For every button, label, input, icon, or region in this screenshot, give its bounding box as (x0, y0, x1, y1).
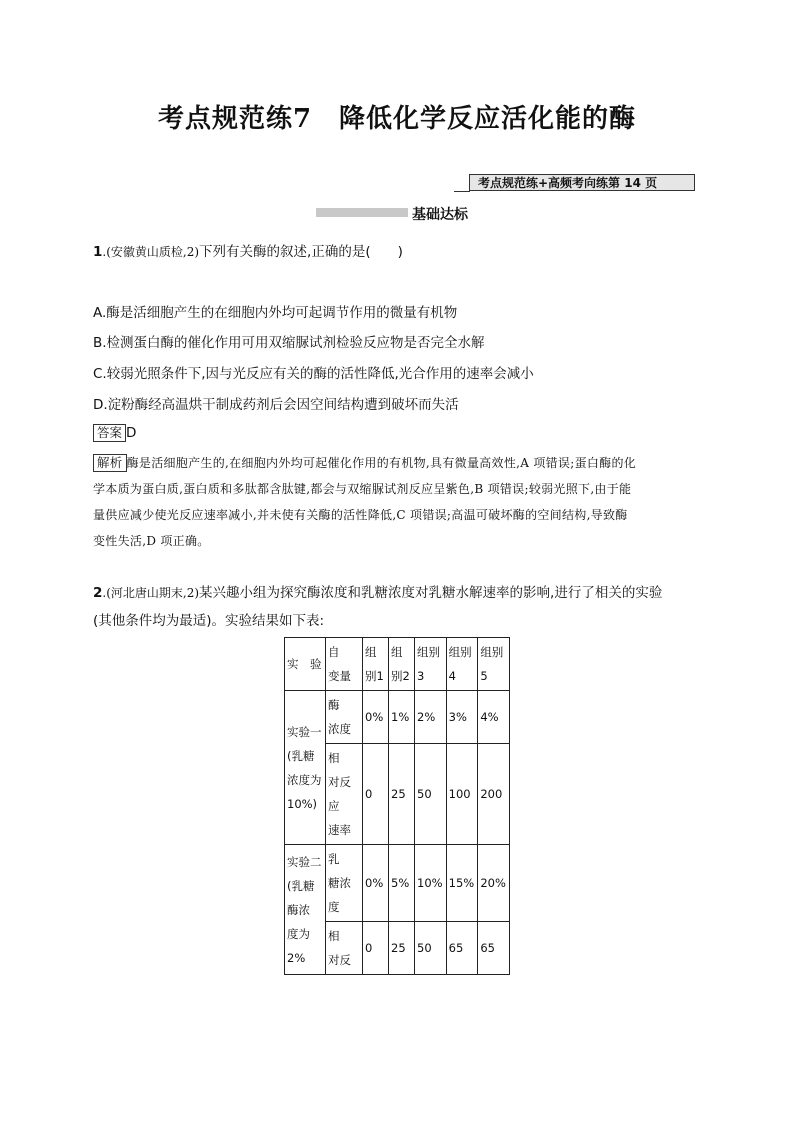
option-a: A.酶是活细胞产生的在细胞内外均可起调节作用的微量有机物 (93, 305, 458, 321)
table-cell: 0% (363, 691, 389, 744)
header-group: 组别3 (415, 638, 447, 691)
section-bar-decoration (316, 208, 408, 217)
table-cell: 4% (478, 691, 510, 744)
explanation-line: 量供应减少使光反应速率减小,并未使有关酶的活性降低,C 项错误;高温可破坏酶的空间结构,导致酶 (93, 508, 628, 522)
table-header-row (285, 638, 510, 691)
experiment-2-label: 实验二(乳糖酶浓 度为2% (285, 845, 326, 975)
question-2-stem-cont: (其他条件均为最适)。实验结果如下表: (93, 613, 325, 629)
table-row (285, 845, 510, 922)
table-cell: 100 (446, 744, 478, 845)
option-b: B.检测蛋白酶的催化作用可用双缩脲试剂检验反应物是否完全水解 (93, 335, 485, 351)
explanation-label: 解析 (93, 454, 127, 472)
page-title: 考点规范练7 降低化学反应活化能的酶 (157, 104, 637, 134)
table-cell: 5% (389, 845, 415, 922)
question-1-stem (93, 240, 403, 260)
question-2-stem (93, 581, 662, 601)
table-cell: 15% (446, 845, 478, 922)
table-cell: 1% (389, 691, 415, 744)
question-1-source: .(安徽黄山质检,2) (102, 245, 200, 259)
answer-label: 答案 (93, 424, 126, 442)
table-cell: 3% (446, 691, 478, 744)
table-row (285, 691, 510, 744)
table-cell: 25 (389, 922, 415, 975)
table-cell: 0 (363, 922, 389, 975)
experiment-1-label: 实验一(乳糖浓度为10%) (285, 691, 326, 845)
table-cell: 50 (415, 922, 447, 975)
explanation (93, 450, 699, 554)
table-cell: 0 (363, 744, 389, 845)
option-d: D.淀粉酶经高温烘干制成药剂后会因空间结构遭到破坏而失活 (93, 397, 459, 413)
table-cell: 50 (415, 744, 447, 845)
experiment-table (284, 637, 510, 975)
variable-label: 相 对反 应 速率 (326, 744, 363, 845)
question-1-text: 下列有关酶的叙述,正确的是( ) (199, 244, 403, 260)
page-reference-box: 考点规范练+高频考向练第 14 页 (469, 174, 695, 191)
variable-label: 酶 浓度 (326, 691, 363, 744)
table-cell: 20% (478, 845, 510, 922)
table-cell: 25 (389, 744, 415, 845)
table-cell: 65 (446, 922, 478, 975)
table-cell: 200 (478, 744, 510, 845)
variable-label: 乳 糖浓度 (326, 845, 363, 922)
header-group: 组别2 (389, 638, 415, 691)
answer-value: D (126, 425, 137, 441)
explanation-line: 学本质为蛋白质,蛋白质和多肽都含肽键,都会与双缩脲试剂反应呈紫色,B 项错误;较弱光照下,由于能 (93, 482, 632, 496)
header-group: 组别4 (446, 638, 478, 691)
variable-label: 相 对反 (326, 922, 363, 975)
explanation-line: 解析 酶是活细胞产生的,在细胞内外均可起催化作用的有机物,具有微量高效性,A 项错误;蛋白酶的化 (93, 450, 699, 476)
header-variable: 自 变量 (326, 638, 363, 691)
header-group: 组别1 (363, 638, 389, 691)
question-2-number: 2 (93, 585, 103, 601)
table-cell: 65 (478, 922, 510, 975)
option-c: C.较弱光照条件下,因与光反应有关的酶的活性降低,光合作用的速率会减小 (93, 366, 534, 382)
question-2-source: .(河北唐山期末,2) (102, 586, 200, 600)
answer-row (93, 424, 136, 442)
table-cell: 2% (415, 691, 447, 744)
reference-underline (454, 191, 470, 192)
table-cell: 0% (363, 845, 389, 922)
explanation-line: 变性失活,D 项正确。 (93, 534, 210, 548)
question-1-number: 1 (93, 244, 103, 260)
section-title: 基础达标 (412, 207, 468, 223)
header-experiment: 实 验 (285, 638, 326, 691)
question-2-text: 某兴趣小组为探究酶浓度和乳糖浓度对乳糖水解速率的影响,进行了相关的实验 (199, 585, 663, 601)
table-cell: 10% (415, 845, 447, 922)
header-group: 组别5 (478, 638, 510, 691)
